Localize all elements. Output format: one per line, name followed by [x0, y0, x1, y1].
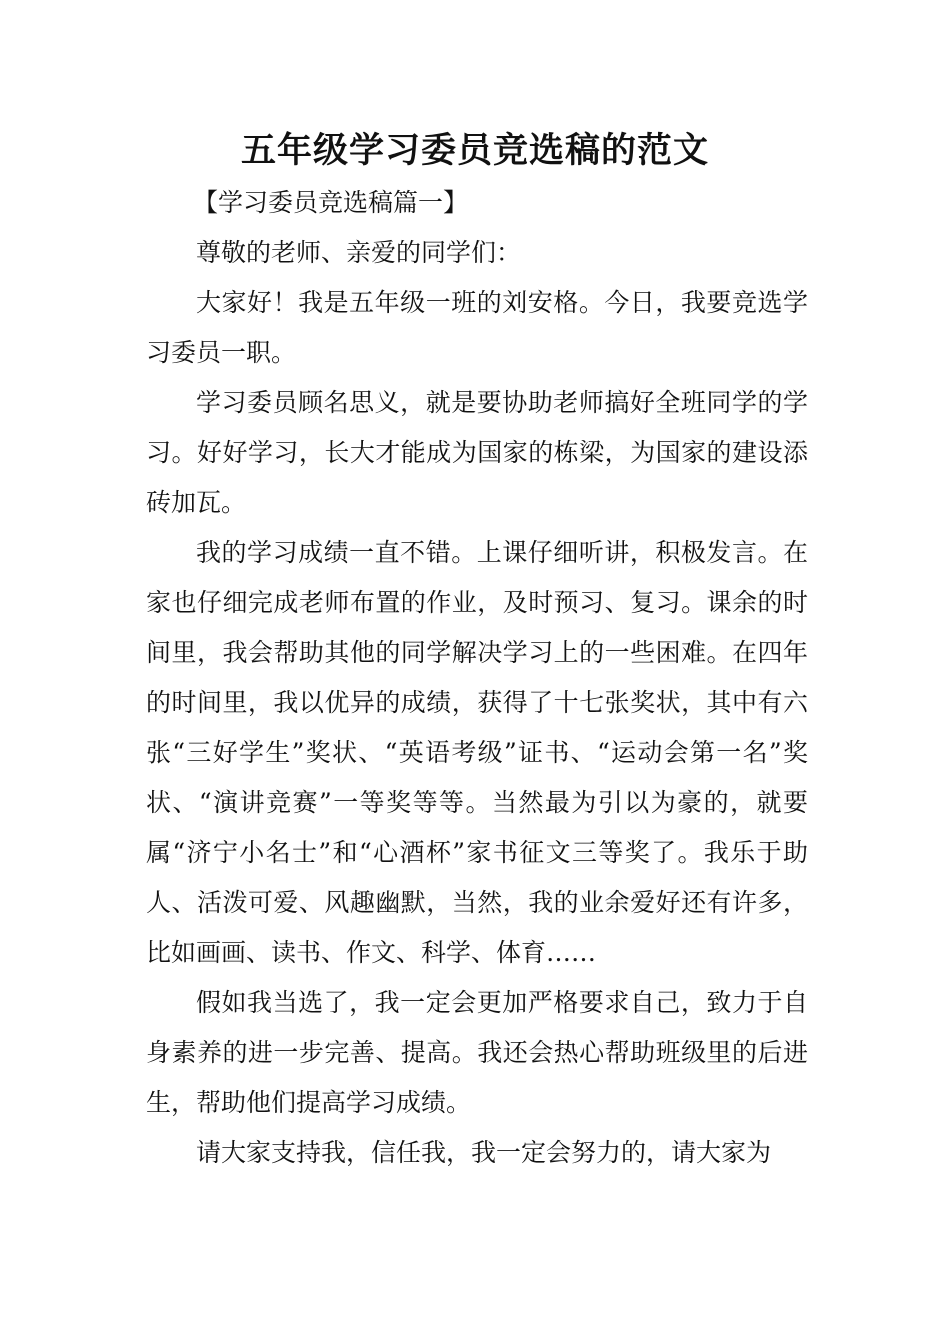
greeting-paragraph: 尊敬的老师、亲爱的同学们： — [196, 238, 522, 267]
closing-paragraph: 请大家支持我，信任我，我一定会努力的，请大家为 — [196, 1138, 772, 1167]
role-paragraph: 学习委员顾名思义，就是要协助老师搞好全班同学的学习。好好学习，长大才能成为国家的栋梁，为国家的建设添砖加瓦。 — [146, 388, 808, 517]
promise-paragraph: 假如我当选了，我一定会更加严格要求自己，致力于自身素养的进一步完善、提高。我还会热心帮助班级里的后进生，帮助他们提高学习成绩。 — [146, 988, 808, 1117]
achievements-paragraph: 我的学习成绩一直不错。上课仔细听讲，积极发言。在家也仔细完成老师布置的作业，及时预习、复习。课余的时间里，我会帮助其他的同学解决学习上的一些困难。在四年的时间里，我以优异的成绩，获得了十七张奖状，其中有六张“三好学生”奖状、“英语考级”证书、“运动会第一名”奖状、“演讲竞赛”一等奖等等。当然最为引以为豪的，就要属“济宁小名士”和“心酒杯”家书征文三等奖了。我乐于助人、活泼可爱、风趣幽默，当然，我的业余爱好还有许多，比如画画、读书、作文、科学、体育…… — [146, 538, 808, 967]
section-heading: 【学习委员竞选稿篇一】 — [193, 188, 469, 217]
intro-paragraph: 大家好！我是五年级一班的刘安格。今日，我要竞选学习委员一职。 — [146, 288, 808, 367]
document-body — [146, 178, 808, 1178]
document-title: 五年级学习委员竞选稿的范文 — [240, 131, 709, 171]
